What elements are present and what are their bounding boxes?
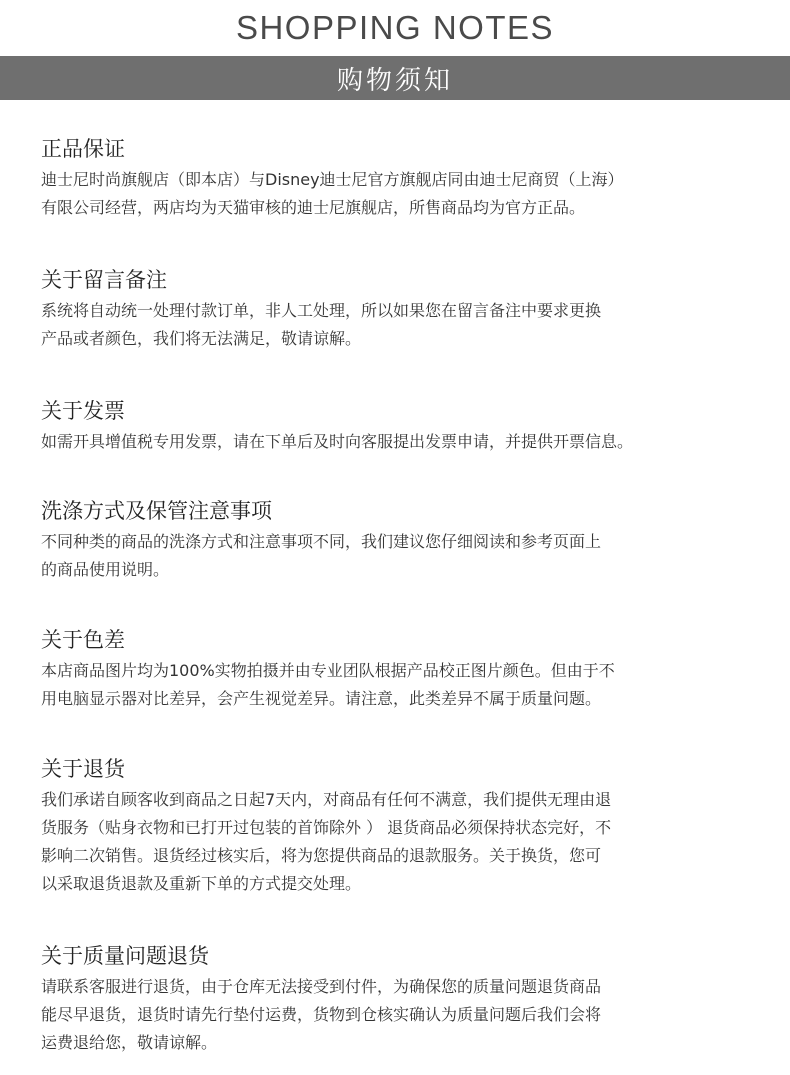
body-line: 本店商品图片均为100%实物拍摄并由专业团队根据产品校正图片颜色。但由于不 [41, 661, 615, 680]
body-line: 影响二次销售。退货经过核实后，将为您提供商品的退款服务。关于换货，您可 [41, 846, 602, 865]
page-title-banner [0, 56, 790, 100]
body-line: 的商品使用说明。 [41, 560, 170, 579]
body-line: 不同种类的商品的洗涤方式和注意事项不同，我们建议您仔细阅读和参考页面上 [41, 532, 602, 551]
section-title: 关于退货 [41, 757, 125, 781]
page-title-cn: 购物须知 [336, 65, 453, 96]
page-title-en: SHOPPING NOTES [235, 9, 555, 46]
section-body [41, 973, 766, 1057]
section-title: 关于发票 [41, 399, 125, 423]
body-line: 货服务（贴身衣物和已打开过包装的首饰除外 ） 退货商品必须保持状态完好，不 [41, 818, 612, 837]
section-body [41, 786, 766, 898]
section-body [41, 428, 766, 456]
body-line: 系统将自动统一处理付款订单，非人工处理，所以如果您在留言备注中要求更换 [41, 301, 602, 320]
body-line: 运费退给您，敬请谅解。 [41, 1033, 218, 1052]
body-line: 用电脑显示器对比差异，会产生视觉差异。请注意，此类差异不属于质量问题。 [41, 689, 602, 708]
body-line: 产品或者颜色，我们将无法满足，敬请谅解。 [41, 329, 362, 348]
section-title: 关于色差 [41, 628, 125, 652]
body-line: 有限公司经营，两店均为天猫审核的迪士尼旗舰店，所售商品均为官方正品。 [41, 198, 586, 217]
section-returns [41, 754, 766, 898]
section-title: 关于质量问题退货 [41, 944, 209, 968]
section-body [41, 528, 766, 584]
body-line: 如需开具增值税专用发票，请在下单后及时向客服提出发票申请，并提供开票信息。 [41, 432, 634, 451]
section-color-difference [41, 625, 766, 713]
section-body [41, 166, 766, 222]
body-line: 迪士尼时尚旗舰店（即本店）与Disney迪士尼官方旗舰店同由迪士尼商贸（上海） [41, 170, 624, 189]
section-quality-returns [41, 941, 766, 1057]
section-title: 正品保证 [41, 137, 125, 161]
section-invoice [41, 396, 766, 456]
section-title: 关于留言备注 [41, 268, 167, 292]
body-line: 我们承诺自顾客收到商品之日起7天内，对商品有任何不满意，我们提供无理由退 [41, 790, 612, 809]
section-title: 洗涤方式及保管注意事项 [41, 499, 272, 523]
body-line: 以采取退货退款及重新下单的方式提交处理。 [41, 874, 362, 893]
section-authenticity [41, 134, 766, 222]
section-body [41, 297, 766, 353]
section-care-instructions [41, 496, 766, 584]
section-order-notes [41, 265, 766, 353]
body-line: 能尽早退货，退货时请先行垫付运费，货物到仓核实确认为质量问题后我们会将 [41, 1005, 602, 1024]
section-body [41, 657, 766, 713]
body-line: 请联系客服进行退货，由于仓库无法接受到付件，为确保您的质量问题退货商品 [41, 977, 602, 996]
